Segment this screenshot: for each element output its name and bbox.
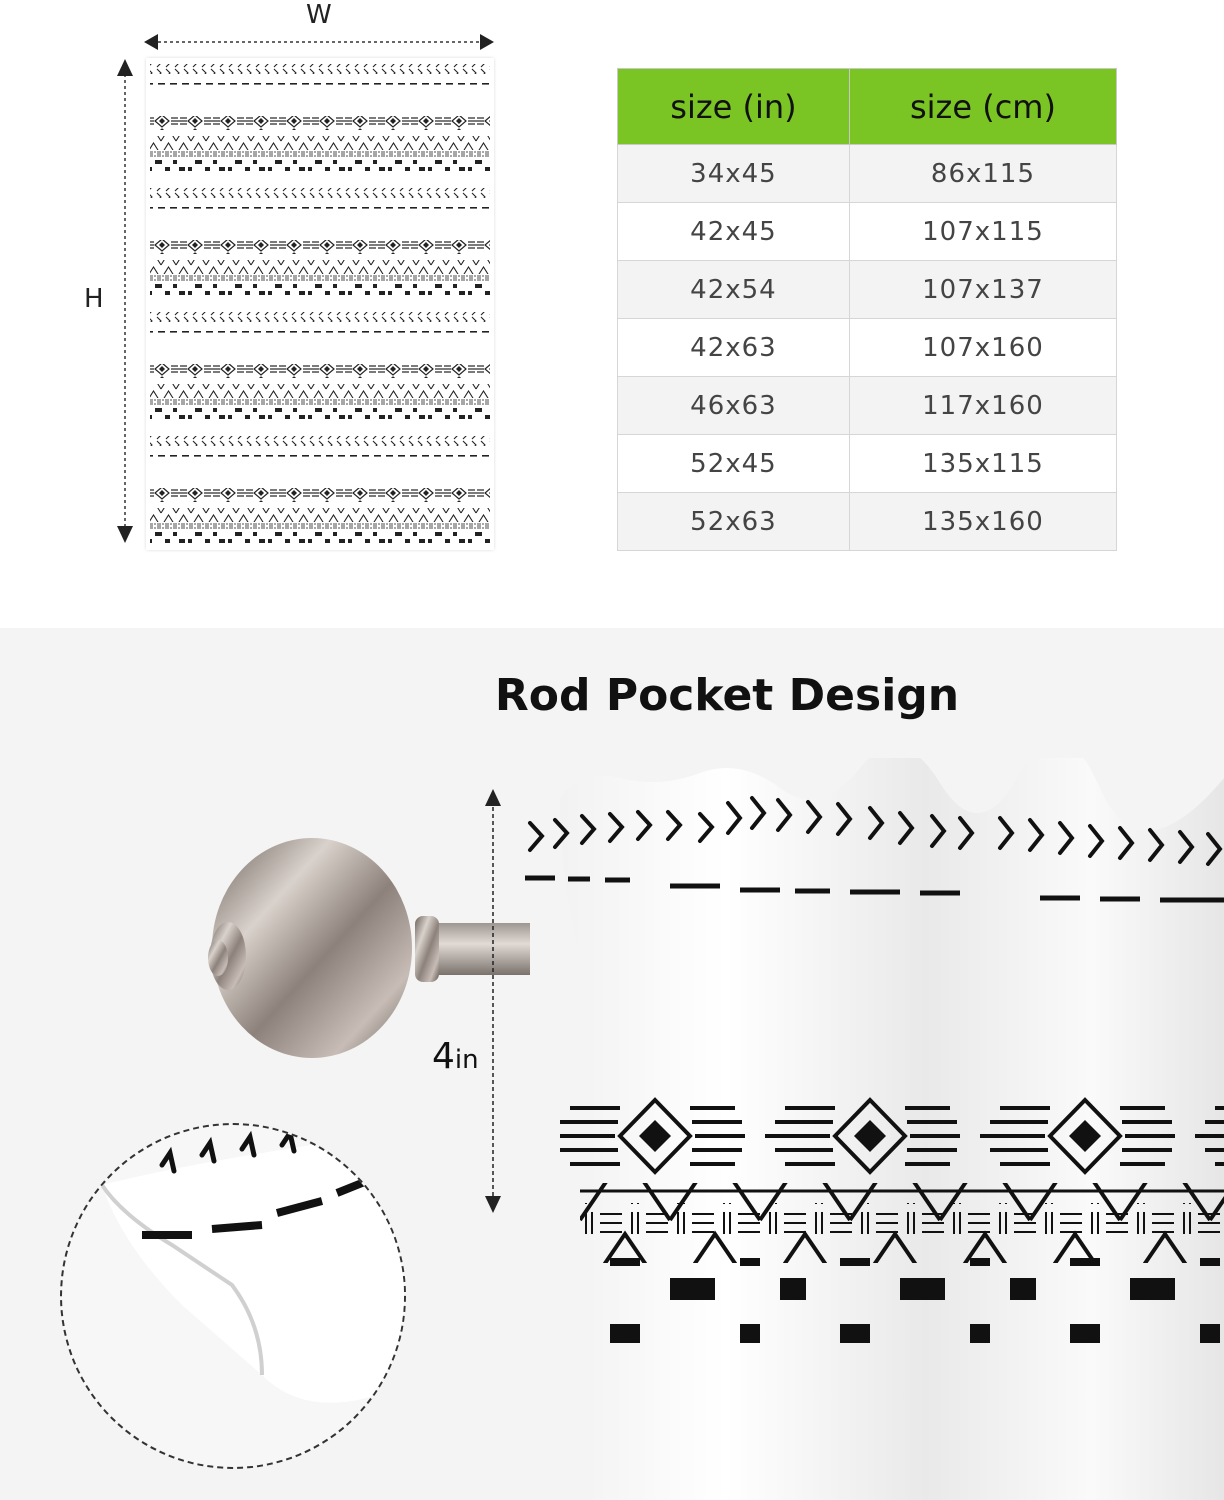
pocket-detail-image (62, 1125, 404, 1467)
pocket-depth-unit: in (454, 1045, 479, 1075)
cell-size-in: 42x54 (618, 261, 850, 319)
header-size-in: size (in) (618, 69, 850, 145)
pocket-depth-arrow (478, 786, 508, 1216)
cell-size-in: 42x63 (618, 319, 850, 377)
height-label: H (84, 284, 104, 314)
height-arrow (110, 56, 140, 546)
size-chart-section (0, 0, 1224, 628)
cell-size-in: 52x63 (618, 493, 850, 551)
cell-size-cm: 107x137 (849, 261, 1116, 319)
cell-size-cm: 117x160 (849, 377, 1116, 435)
cell-size-in: 42x45 (618, 203, 850, 261)
table-row (618, 435, 1117, 493)
cell-size-in: 46x63 (618, 377, 850, 435)
header-size-cm: size (cm) (849, 69, 1116, 145)
size-table-header-row (618, 69, 1117, 145)
curtain-closeup-image (520, 758, 1224, 1500)
cell-size-cm: 135x115 (849, 435, 1116, 493)
rod-pocket-title: Rod Pocket Design (494, 670, 960, 721)
cell-size-cm: 107x160 (849, 319, 1116, 377)
width-label: W (306, 0, 332, 30)
pocket-detail-inset (60, 1123, 406, 1469)
table-row (618, 203, 1117, 261)
pocket-depth-label (432, 1036, 479, 1077)
table-row (618, 493, 1117, 551)
rod-pocket-section (0, 628, 1224, 1500)
width-arrow (140, 28, 500, 56)
table-row (618, 377, 1117, 435)
table-row (618, 261, 1117, 319)
tribal-pattern (146, 58, 494, 550)
pocket-depth-value: 4 (432, 1036, 455, 1077)
cell-size-cm: 86x115 (849, 145, 1116, 203)
size-table (617, 68, 1117, 551)
curtain-panel-illustration (146, 58, 494, 550)
table-row (618, 319, 1117, 377)
table-row (618, 145, 1117, 203)
cell-size-in: 52x45 (618, 435, 850, 493)
cell-size-cm: 107x115 (849, 203, 1116, 261)
cell-size-in: 34x45 (618, 145, 850, 203)
cell-size-cm: 135x160 (849, 493, 1116, 551)
